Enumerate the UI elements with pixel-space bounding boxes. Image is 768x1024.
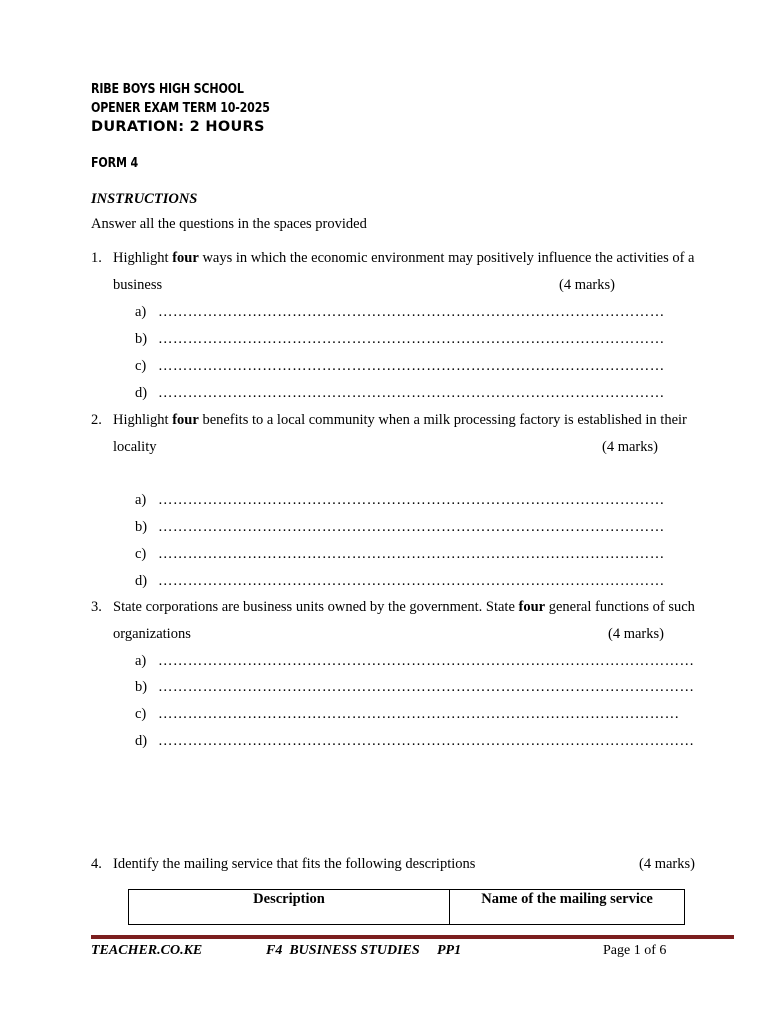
mailing-service-table xyxy=(128,889,685,925)
instructions-title: INSTRUCTIONS xyxy=(91,191,198,207)
footer-divider xyxy=(91,935,734,939)
marks-label: (4 marks) xyxy=(559,277,615,293)
answer-letter: c) xyxy=(135,358,147,374)
answer-letter: a) xyxy=(135,653,147,669)
answer-line[interactable]: ……………………………………………………………………………………………… xyxy=(158,653,695,669)
marks-label: (4 marks) xyxy=(602,439,658,455)
answer-letter: c) xyxy=(135,546,147,562)
question-text: Highlight four ways in which the economic environment may positively influence the activities of a xyxy=(113,250,695,266)
footer-subject: F4 BUSINESS STUDIES xyxy=(266,943,420,958)
answer-letter: b) xyxy=(135,519,148,535)
question-number: 4. xyxy=(91,856,102,872)
page-number: Page 1 of 6 xyxy=(603,943,667,958)
answer-line[interactable]: ………………………………………………………………………………………… xyxy=(158,331,665,347)
answer-letter: d) xyxy=(135,573,148,589)
answer-line[interactable]: ………………………………………………………………………………………… xyxy=(158,519,665,535)
answer-line[interactable]: ………………………………………………………………………………………… xyxy=(158,546,665,562)
answer-line[interactable]: ……………………………………………………………………………………………… xyxy=(158,679,695,695)
answer-letter: c) xyxy=(135,706,147,722)
answer-letter: b) xyxy=(135,331,148,347)
school-name: RIBE BOYS HIGH SCHOOL xyxy=(91,82,244,97)
answer-letter: a) xyxy=(135,304,147,320)
footer-paper: PP1 xyxy=(437,943,462,958)
answer-line[interactable]: ………………………………………………………………………………………… xyxy=(158,358,665,374)
answer-line[interactable]: ………………………………………………………………………………………… xyxy=(158,492,665,508)
answer-letter: d) xyxy=(135,385,148,401)
form-level: FORM 4 xyxy=(91,156,138,171)
answer-letter: a) xyxy=(135,492,147,508)
answer-line[interactable]: ………………………………………………………………………………………… xyxy=(158,304,665,320)
question-number: 2. xyxy=(91,412,102,428)
question-text-line2: organizations xyxy=(113,626,191,642)
question-number: 1. xyxy=(91,250,102,266)
answer-letter: b) xyxy=(135,679,148,695)
question-number: 3. xyxy=(91,599,102,615)
question-text-line2: business xyxy=(113,277,163,293)
question-text-line2: locality xyxy=(113,439,157,455)
answer-line[interactable]: ………………………………………………………………………………………… xyxy=(158,385,665,401)
answer-letter: d) xyxy=(135,733,148,749)
question-text: Highlight four benefits to a local community when a milk processing factory is established in their xyxy=(113,412,687,428)
question-text: State corporations are business units owned by the government. State four general functions of such xyxy=(113,599,695,615)
instructions-text: Answer all the questions in the spaces provided xyxy=(91,216,367,232)
table-header-description: Description xyxy=(129,890,450,925)
answer-line[interactable]: ……………………………………………………………………………………………… xyxy=(158,733,695,749)
duration: DURATION: 2 HOURS xyxy=(91,119,265,135)
exam-title: OPENER EXAM TERM 10-2025 xyxy=(91,101,270,116)
marks-label: (4 marks) xyxy=(608,626,664,642)
answer-line[interactable]: ………………………………………………………………………………………… xyxy=(158,573,665,589)
table-header-service-name: Name of the mailing service xyxy=(450,890,685,925)
footer-site: TEACHER.CO.KE xyxy=(91,943,203,958)
question-text: Identify the mailing service that fits the following descriptions xyxy=(113,856,476,872)
marks-label: (4 marks) xyxy=(639,856,695,872)
answer-line[interactable]: …………………………………………………………………………………………… xyxy=(158,706,680,722)
